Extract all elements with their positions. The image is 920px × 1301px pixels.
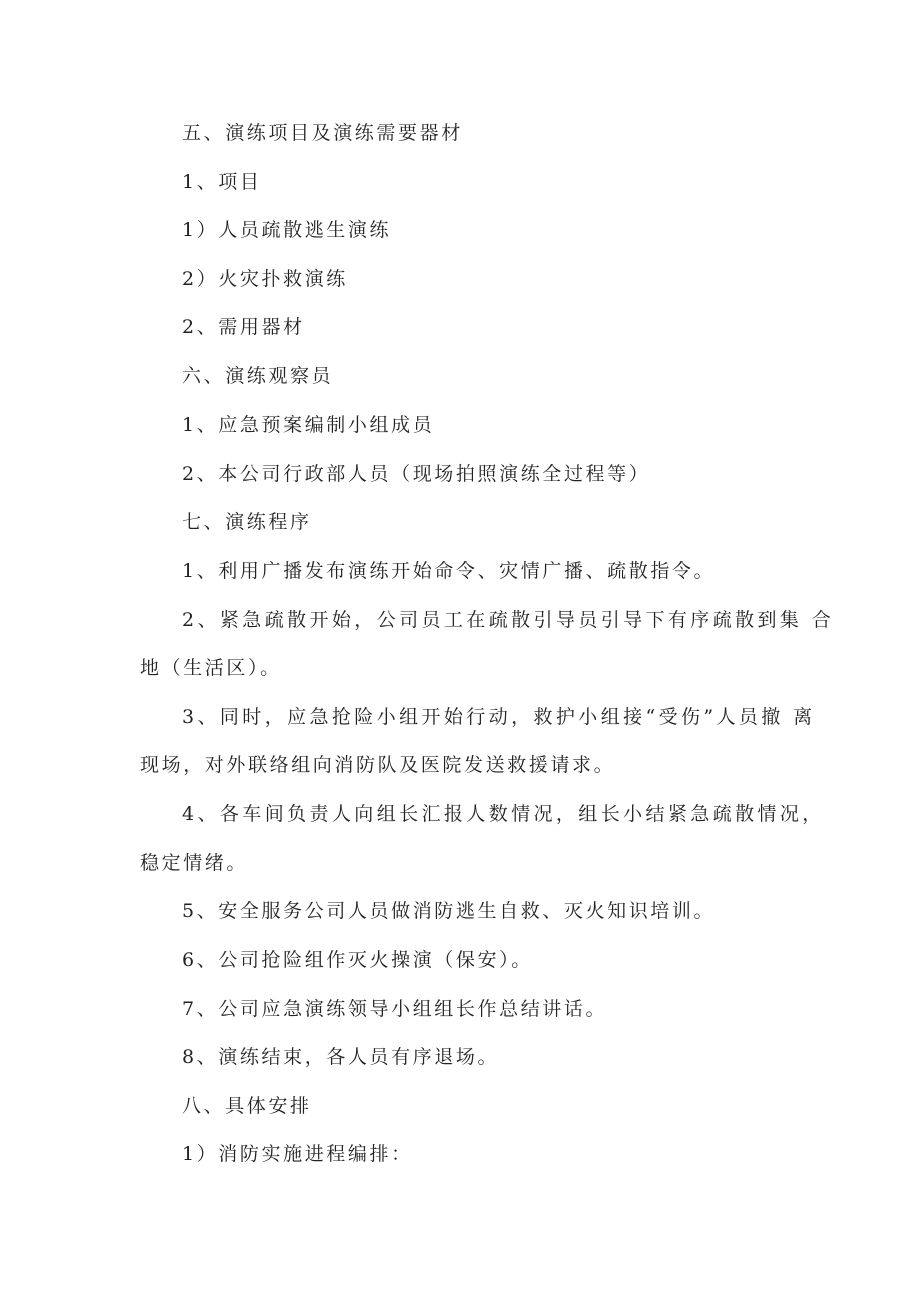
paragraph-line: 现场，对外联络组向消防队及医院发送救援请求。	[140, 754, 616, 776]
list-item: 1、应急预案编制小组成员	[182, 414, 435, 436]
section-heading-8: 八、具体安排	[182, 1095, 312, 1117]
list-item: 2、本公司行政部人员（现场拍照演练全过程等）	[182, 463, 651, 485]
section-heading-6: 六、演练观察员	[182, 365, 334, 387]
subheading-equipment: 2、需用器材	[182, 316, 305, 338]
paragraph-line: 3、同时，应急抢险小组开始行动，救护小组接“受伤”人员撤 离	[182, 706, 816, 728]
paragraph-line: 地（生活区）。	[140, 657, 282, 679]
paragraph-line: 8、演练结束，各人员有序退场。	[182, 1046, 500, 1068]
subheading-items: 1、项目	[182, 171, 262, 193]
paragraph-line: 4、各车间负责人向组长汇报人数情况，组长小结紧急疏散情况，	[182, 803, 825, 825]
paragraph-line: 5、安全服务公司人员做消防逃生自救、灭火知识培训。	[182, 900, 716, 922]
paragraph-line: 7、公司应急演练领导小组组长作总结讲话。	[182, 998, 608, 1020]
list-item: 2）火灾扑救演练	[182, 268, 348, 290]
section-heading-7: 七、演练程序	[182, 511, 312, 533]
paragraph-line: 2、紧急疏散开始，公司员工在疏散引导员引导下有序疏散到集 合	[182, 609, 835, 631]
paragraph-line: 6、公司抢险组作灭火操演（保安）。	[182, 949, 533, 971]
list-item: 1）消防实施进程编排：	[182, 1143, 413, 1165]
section-heading-5: 五、演练项目及演练需要器材	[182, 122, 463, 144]
paragraph-line: 稳定情绪。	[140, 852, 249, 874]
list-item: 1）人员疏散逃生演练	[182, 219, 392, 241]
paragraph-line: 1、利用广播发布演练开始命令、灾情广播、疏散指令。	[182, 560, 716, 582]
